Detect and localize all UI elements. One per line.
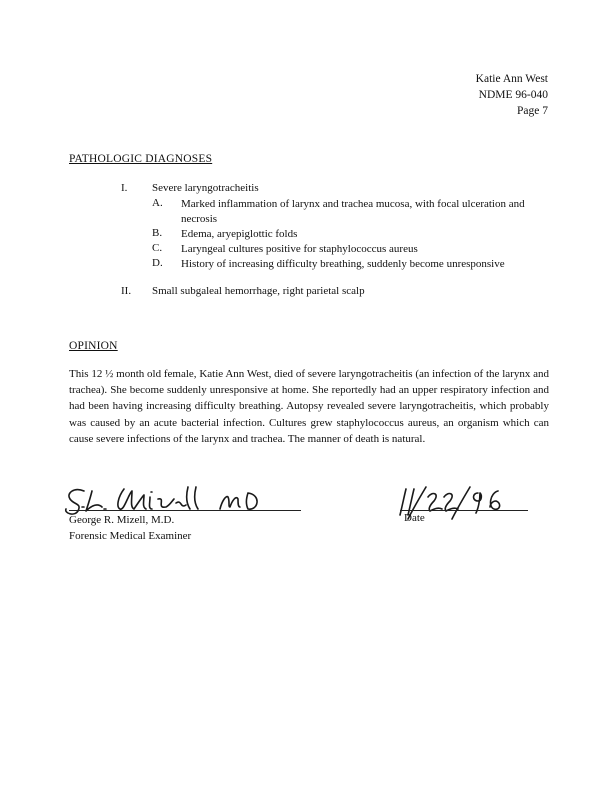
signer-block [69, 512, 191, 544]
case-number: NDME 96-040 [478, 89, 548, 101]
signature-line [69, 510, 301, 511]
subdiagnosis-text: Laryngeal cultures positive for staphylococcus aureus [181, 243, 418, 255]
signer-title: Forensic Medical Examiner [69, 530, 192, 542]
diagnosis-numeral: II. [121, 285, 132, 297]
date-line [400, 510, 528, 511]
document-header [476, 71, 548, 119]
opinion-heading: OPINION [69, 340, 118, 352]
diagnosis-numeral: I. [121, 182, 128, 194]
subdiagnosis-letter: C. [152, 242, 163, 254]
date-label: Date [404, 512, 425, 524]
subdiagnosis-letter: A. [152, 197, 163, 209]
subdiagnosis-letter: B. [152, 227, 163, 239]
subdiagnosis-text: History of increasing difficulty breathing, suddenly become unresponsive [181, 258, 505, 270]
subdiagnosis-letter: D. [152, 257, 163, 269]
opinion-paragraph: This 12 ½ month old female, Katie Ann West, died of severe laryngotracheitis (an infection of the larynx and trachea). She become suddenly unresponsive at home. She reportedly had an upper respiratory infection and had been having increasing difficulty breathing. Autopsy revealed severe laryngotracheitis, which probably was caused by an acute bacterial infection. Cultures grew staphylococcus aureus, an organism which can cause severe infections of the larynx and trachea. The manner of death is natural. [69, 368, 549, 445]
subdiagnosis-text: Edema, aryepiglottic folds [181, 228, 298, 240]
pathologic-diagnoses-heading: PATHOLOGIC DIAGNOSES [69, 153, 213, 165]
subdiagnosis-text: Marked inflammation of larynx and trachea mucosa, with focal ulceration and necrosis [181, 198, 525, 225]
patient-name: Katie Ann West [475, 73, 548, 85]
diagnosis-text: Small subgaleal hemorrhage, right parietal scalp [152, 285, 365, 297]
diagnosis-text: Severe laryngotracheitis [152, 182, 259, 194]
signer-name: George R. Mizell, M.D. [69, 514, 175, 526]
page-number: Page 7 [517, 105, 548, 117]
